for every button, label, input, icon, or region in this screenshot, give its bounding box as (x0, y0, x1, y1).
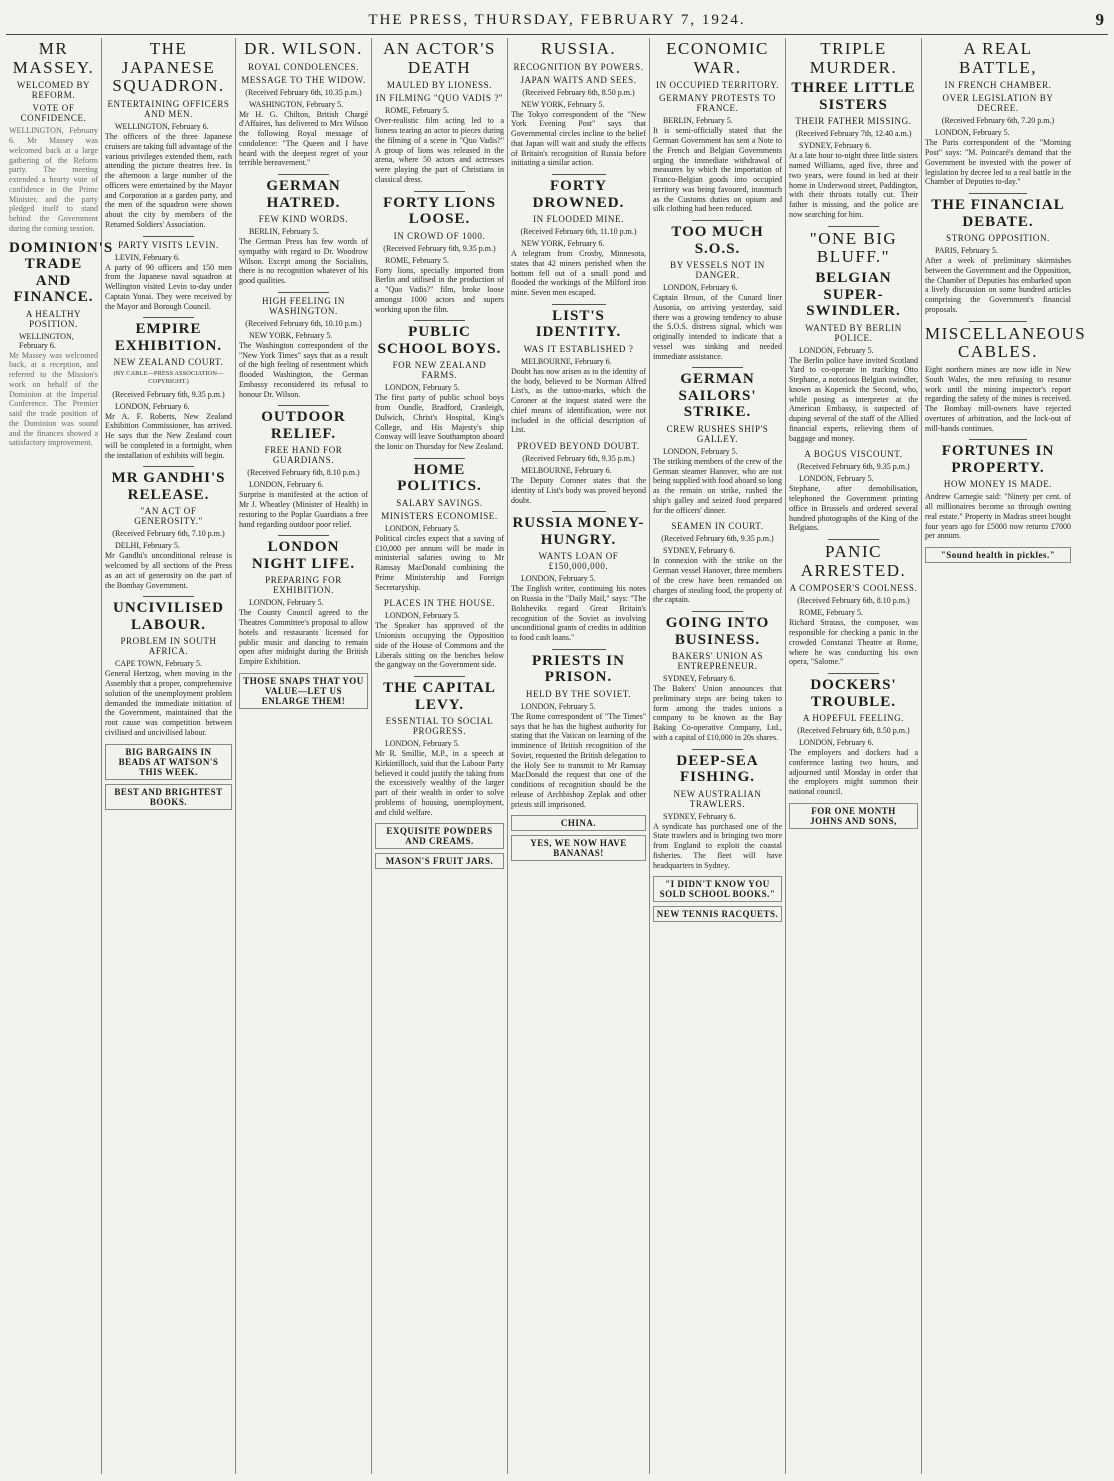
subheading: WANTED BY BERLIN POLICE. (805, 322, 902, 343)
advert-title: YES, WE NOW HAVE BANANAS! (530, 838, 627, 859)
divider (969, 439, 1027, 440)
masthead-rule (6, 34, 1108, 35)
column-1 (6, 38, 114, 1474)
divider (278, 535, 330, 536)
advert-title: "I DIDN'T KNOW YOU SOLD SCHOOL BOOKS." (659, 879, 776, 900)
dateline: ROME, February 5. (385, 106, 449, 116)
article-too-much-sos (653, 224, 782, 361)
article-lists-identity (511, 308, 646, 435)
article-german-hatred (239, 178, 368, 286)
divider (969, 193, 1027, 194)
subheading: VOTE OF CONFIDENCE. (20, 103, 87, 124)
article-russia-money (511, 515, 646, 643)
divider (828, 226, 880, 227)
article-panic-arrested (789, 543, 918, 667)
advert-title: EXQUISITE POWDERS AND CREAMS. (386, 826, 493, 847)
subheading: HOW MONEY IS MADE. (943, 479, 1053, 490)
subheading: PREPARING FOR EXHIBITION. (265, 575, 342, 596)
headline: GOING INTO BUSINESS. (665, 615, 770, 648)
column-2 (102, 38, 236, 1474)
article-body: The Tokyo correspondent of the "New York Evening Post" says that Governmental circles incline to the belief that Japan will wait and study the effects of Britain's recognition of Russia before initiating a similar action. (511, 109, 646, 168)
article-body: It is semi-officially stated that the German Government has sent a Note to the French and Belgian Governments urging the immediate withdrawal of measures by which the importation of Franco-Belgian goods into occupied territory was being favoured, inasmuch as the Customs duties on opium and silk clothing had been reduced. (653, 126, 782, 214)
headline: MISCELLANEOUS CABLES. (925, 323, 1087, 362)
article-london-night-life (239, 539, 368, 667)
article-fortunes-property (925, 443, 1071, 541)
subheading: IN FILMING "QUO VADIS ?" (375, 93, 504, 104)
article-home-politics (375, 462, 504, 593)
dateline: LONDON, February 5. (521, 574, 596, 584)
column-6 (650, 38, 786, 1474)
subheading: THEIR FATHER MISSING. (795, 116, 912, 127)
page-number: 9 (1095, 10, 1104, 29)
advertisement (105, 784, 232, 810)
advertisement (653, 906, 782, 922)
divider (143, 596, 194, 597)
divider (692, 611, 744, 612)
article-body: Doubt has now arisen as to the identity of the body, believed to be Norman Alfred List's, as the tattoo-marks, which the Coroner at the inquest stated were the chief means of identification, were not included in the official description of List. (511, 366, 646, 435)
headline: TOO MUCH S.O.S. (671, 224, 764, 257)
headline: THE FINANCIAL DEBATE. (931, 197, 1065, 230)
divider (143, 236, 194, 237)
article-russia (511, 40, 646, 168)
received-line: (Received February 6th, 10.10 p.m.) (245, 318, 362, 328)
headline: LONDON NIGHT LIFE. (251, 539, 356, 572)
subheading: IN FRENCH CHAMBER. (944, 80, 1052, 91)
article-deep-sea-fishing (653, 753, 782, 871)
subheading: FREE HAND FOR GUARDIANS. (264, 445, 343, 466)
dateline: LONDON, February 5. (799, 474, 874, 484)
subheading: PARTY VISITS LEVIN. (118, 239, 219, 250)
subheading: ENTERTAINING OFFICERS AND MEN. (107, 99, 230, 120)
dateline: BERLIN, February 5. (663, 116, 733, 126)
dateline: PARIS, February 5. (935, 246, 998, 256)
subheading: PROVED BEYOND DOUBT. (517, 441, 640, 452)
article-japanese-squadron (105, 40, 232, 230)
dateline: BERLIN, February 5. (249, 227, 319, 237)
subheading: MAULED BY LIONESS. (386, 80, 493, 91)
received-line: (Received February 6th, 9.35 p.m.) (112, 389, 225, 399)
headline: "ONE BIG BLUFF." (809, 228, 898, 267)
article-one-big-bluff (789, 230, 918, 444)
subheading: WELCOMED BY REFORM. (16, 80, 91, 101)
subheading: SEAMEN IN COURT. (671, 521, 764, 532)
divider (828, 539, 880, 540)
article-body: Andrew Carnegie said: "Ninety per cent. of all millionaires become so through owning real estate." Property in Madras street bought four years ago for £5000 now returns £7000 per annum. (925, 492, 1071, 541)
dateline: LONDON, February 6. (799, 738, 874, 748)
article-empire-exhibition (105, 321, 232, 460)
dateline: WELLINGTON, February 6. (19, 331, 74, 350)
article-body: The County Council agreed to the Theatres Committee's proposal to allow hotels and restaurants licensed for public music and dancing to remain open after midnight during the British Empire Exhibition. (239, 608, 368, 667)
article-seamen-court (653, 521, 782, 605)
divider (414, 458, 466, 459)
headline: DOMINION'S TRADE AND FINANCE. (9, 239, 114, 306)
column-7 (786, 38, 922, 1474)
dateline: WELLINGTON, February 6. (115, 122, 209, 132)
dateline: LONDON, February 5. (385, 383, 460, 393)
article-body: The Deputy Coroner states that the identity of List's body was proved beyond doubt. (511, 476, 646, 505)
divider (692, 220, 744, 221)
article-body: Mr H. G. Chilton, British Chargé d'Affaires, has delivered to Mrs Wilson the following Royal message of condolence: "The Queen and I have heard with the deepest regret of your terrible bereavement." (239, 109, 368, 168)
headline: TRIPLE MURDER. (809, 39, 898, 77)
article-real-battle (925, 40, 1071, 187)
dateline: NEW YORK, February 6. (521, 239, 605, 249)
article-body: The officers of the three Japanese cruisers are taking full advantage of the various privileges extended them, each attending the picture theatres free. In the afternoon a large number of the officers were entertained by the Mayor and Corporation at a garden party, and the men of the squadron were shown about the city by members of the Returned Soldiers' Association. (105, 132, 232, 229)
article-body: Mr A. F. Roberts, New Zealand Exhibition Commissioner, has arrived. He says that the New Zealand court will be completed in a fortnight, when the installation of exhibits will begin. (105, 411, 232, 460)
article-body: After a week of preliminary skirmishes between the Government and the Opposition, the Chamber of Deputies has embarked upon a lively discussion on some hundred articles comprising the Government's financial proposals. (925, 256, 1071, 314)
divider (552, 511, 606, 512)
advertisement (105, 744, 232, 780)
article-body: The Washington correspondent of the "New York Times" says that as a result of the high feeling of resentment which flooded Washington, the German Embassy reconsidered its refusal to honour Dr. Wilson. (239, 340, 368, 399)
divider (692, 749, 744, 750)
received-line: (Received February 6th, 9.35 p.m.) (797, 462, 910, 472)
article-body: Eight northern mines are now idle in New South Wales, the men refusing to resume work until the mining inspector's report regarding the safety of the mines is received. The Bombay mill-owners have rejected overtures of arbitration, and the lock-out of mill-hands continues. (925, 365, 1071, 433)
article-dockers-trouble (789, 677, 918, 797)
divider (278, 292, 330, 293)
subheading: HELD BY THE SOVIET. (525, 688, 632, 699)
subheading: FEW KIND WORDS. (258, 214, 349, 225)
article-body: At a late hour to-night three little sisters named Williams, aged five, three and two years, were found in bed at their home in Underwood street, Paddington, with their throats totally cut. Their father is missing, and the police are now searching for him. (789, 151, 918, 219)
columns (6, 38, 1110, 1474)
article-body: The German Press has few words of sympathy with regard to Dr. Woodrow Wilson. Except among the Socialists, there is no recognition whatever of his good qualities. (239, 237, 368, 286)
headline: UNCIVILISED LABOUR. (112, 600, 225, 633)
headline: FORTY DROWNED. (532, 178, 625, 211)
article-body: Mr Massey was welcomed back, at a reception, and referred to the Mission's work on behalf of the Dominion at the Imperial Conference. The Premier said the trade position of the Dominion was sound and the finances showed a satisfactory improvement. (9, 350, 98, 448)
advert-title: BIG BARGAINS IN BEADS AT WATSON'S THIS WEEK. (118, 746, 219, 777)
divider (278, 174, 330, 175)
subheading: PROBLEM IN SOUTH AFRICA. (120, 636, 217, 657)
headline: DEEP-SEA FISHING. (676, 752, 759, 786)
advertisement (239, 673, 368, 709)
article-body: Richard Strauss, the composer, was responsible for checking a panic in the crowded Constanzi Theatre at Rome, where he was conducting his own opera, "Salome." (789, 618, 918, 667)
advertisement (511, 815, 646, 831)
divider (552, 304, 606, 305)
dateline: SYDNEY, February 6. (663, 546, 736, 556)
divider (143, 466, 194, 467)
received-line: (Received February 7th, 12.40 a.m.) (795, 129, 912, 139)
dateline: LONDON, February 5. (663, 446, 738, 456)
subheading: IN OCCUPIED TERRITORY. (656, 80, 779, 91)
article-body: The first party of public school boys from Oundle, Bradford, Cranleigh, Dulwich, Christ's Hospital, King's College, and His Majesty's ship Conway will leave Southampton aboard the Ionic on Thursday for New Zealand. (375, 393, 504, 452)
advert-title: MASON'S FRUIT JARS. (385, 856, 494, 867)
subheading: PLACES IN THE HOUSE. (383, 598, 496, 609)
article-priests (511, 653, 646, 810)
article-body: General Hertzog, when moving in the Assembly that a proper, comprehensive solution of the unemployment problem demanded the immediate initiation of the Government, maintained that the root cause was competition between civilised and uncivilised labour. (105, 669, 232, 737)
article-body: The Berlin police have invited Scotland Yard to co-operate in tracking Otto Stephane, a notorious Belgian swindler, known as Kopenick the Second, who, while posing as interpreter at the American Embassy, is suspected of duping several of the staff of the Allied financial experts, relieving them of baggage and money. (789, 355, 918, 443)
subheading: ROYAL CONDOLENCES. (248, 61, 359, 72)
article-going-into-business (653, 615, 782, 743)
subheading: BAKERS' UNION AS ENTREPRENEUR. (671, 651, 764, 672)
received-line: (Received February 6th, 9.35 p.m.) (661, 534, 774, 544)
divider (552, 649, 606, 650)
article-body: WELLINGTON, February 6. Mr Massey was welcomed back at a large gathering of the Reform party. The meeting extended a hearty vote of confidence in the Prime Minister, and the party pledged itself to stand behind the Government during the coming session. (9, 126, 98, 233)
headline: BELGIAN SUPER-SWINDLER. (806, 270, 901, 319)
article-dr-wilson (239, 40, 368, 168)
article-actors-death (375, 40, 504, 185)
received-line: (Received February 6th, 8.50 p.m.) (797, 726, 910, 736)
subheading: NEW ZEALAND COURT. (113, 357, 224, 368)
headline: THREE LITTLE SISTERS (791, 80, 916, 113)
subheading: ESSENTIAL TO SOCIAL PROGRESS. (385, 716, 494, 737)
article-german-sailors (653, 371, 782, 515)
dateline: MELBOURNE, February 6. (521, 356, 612, 366)
subheading: CREW RUSHES SHIP'S GALLEY. (666, 423, 769, 444)
divider (414, 320, 466, 321)
divider (828, 673, 880, 674)
masthead-title: THE PRESS, THURSDAY, FEBRUARY 7, 1924. (368, 12, 746, 28)
received-line: (Received February 6th, 9.35 p.m.) (522, 454, 635, 464)
article-body: Over-realistic film acting led to a lioness tearing an actor to pieces during the filming of a scene in "Quo Vadis?" A group of lions was released in the arena, where 50 actors and actresses were playing the part of Christians in classical dress. (375, 116, 504, 184)
article-massey (9, 40, 98, 234)
article-body: The employers and dockers had a conference lasting two hours, and adjourned until Monday in order that the employers might summon their national council. (789, 748, 918, 797)
cable-credit: (BY CABLE—PRESS ASSOCIATION—COPYRIGHT.) (113, 370, 224, 386)
dateline: LONDON, February 6. (249, 480, 324, 490)
divider (552, 174, 606, 175)
article-body: The English writer, continuing his notes on Russia in the "Daily Mail," says: "The Bolsheviks regard Great Britain's recognition of the Soviet as involving unconditional grants of credits in addition to food cash loans." (511, 584, 646, 643)
headline: A REAL BATTLE, (958, 39, 1038, 77)
article-economic-war (653, 40, 782, 214)
article-dominion-trade (9, 239, 114, 449)
dateline: LONDON, February 5. (385, 739, 460, 749)
headline: DOCKERS' TROUBLE. (810, 677, 897, 710)
headline: MR GANDHI'S RELEASE. (111, 470, 226, 503)
article-body: In connexion with the strike on the German vessel Hanover, three members of the crew have been remanded on charges of stealing food, the property of the captain. (653, 556, 782, 605)
headline: MR MASSEY. (12, 39, 95, 77)
article-capital-levy (375, 680, 504, 817)
article-body: Mr Gandhi's unconditional release is welcomed by all sections of the Press as an act of generosity on the part of the Bombay Government. (105, 551, 232, 590)
headline: RUSSIA MONEY-HUNGRY. (512, 515, 645, 548)
headline: RUSSIA. (540, 39, 617, 58)
article-body: A telegram from Crosby, Minnesota, states that 42 miners perished when the bottom fell out of a small pond and flooded the workings of the Milford iron mine. Seven men escaped. (511, 249, 646, 298)
article-triple-murder (789, 40, 918, 220)
headline: ECONOMIC WAR. (666, 39, 769, 77)
article-outdoor-relief (239, 409, 368, 529)
advertisement (789, 803, 918, 829)
dateline: SYDNEY, February 6. (663, 674, 736, 684)
advertisement (511, 835, 646, 861)
subheading: WANTS LOAN OF £150,000,000. (538, 551, 619, 572)
article-body: Surprise is manifested at the action of Mr J. Wheatley (Minister of Health) in restoring to the Poplar Guardians a free hand regarding outdoor poor relief. (239, 490, 368, 529)
advert-title: BEST AND BRIGHTEST BOOKS. (114, 786, 223, 807)
dateline: LONDON, February 5. (249, 598, 324, 608)
article-misc-cables (925, 323, 1087, 434)
subheading: NEW AUSTRALIAN TRAWLERS. (673, 788, 762, 809)
subheading: HIGH FEELING IN WASHINGTON. (262, 295, 345, 316)
advert-title: FOR ONE MONTH (811, 805, 896, 816)
headline: LIST'S IDENTITY. (535, 307, 622, 341)
headline: GERMAN SAILORS' STRIKE. (678, 371, 757, 421)
article-body: Captain Broun, of the Cunard liner Ausonia, on arriving yesterday, said there was a growing tendency to abuse the S.O.S. distress signal, which was originally intended to indicate that a vessel was sinking and needed immediate assistance. (653, 293, 782, 361)
dateline: LONDON, February 5. (385, 611, 460, 621)
dateline: ROME, February 5. (385, 255, 449, 265)
received-line: (Received February 6th, 10.35 p.m.) (245, 87, 362, 97)
masthead (0, 0, 1114, 34)
subheading: SALARY SAVINGS. (396, 497, 483, 508)
received-line: (Received February 6th, 7.20 p.m.) (941, 116, 1055, 126)
subheading: IN FLOODED MINE. (533, 214, 624, 225)
article-public-school-boys (375, 324, 504, 452)
subheading: A COMPOSER'S COOLNESS. (789, 583, 918, 594)
advert-title: NEW TENNIS RACQUETS. (656, 909, 779, 920)
dateline: CAPE TOWN, February 5. (115, 659, 203, 669)
article-body: Mr R. Smillie, M.P., in a speech at Kirkintilloch, said that the Labour Party believed it could justify the taking from the excessively wealthy of the larger part of their wealth in order to solve problems of housing, unemployment, and child welfare. (375, 749, 504, 817)
dateline: LONDON, February 5. (385, 523, 460, 533)
article-body: Stephane, after demobilisation, telephoned the Government printing office in Brussels and ordered several hundred photographs of the King of the Belgians. (789, 484, 918, 533)
advertisement (375, 823, 504, 849)
divider (969, 321, 1027, 322)
dateline: SYDNEY, February 6. (799, 141, 872, 151)
advertisement (925, 547, 1071, 563)
article-body: The Paris correspondent of the "Morning Post" says: "M. Poincaré's demand that the Government be invested with the power of legislation by decree led to a real battle in the Chamber of Deputies to-day." (925, 138, 1071, 187)
article-body: Forty lions, specially imported from Berlin and utilised in the production of a "Quo Vadis?" film, broke loose amongst 1000 actors and supers working upon the film. (375, 265, 504, 314)
dateline: LONDON, February 5. (799, 345, 874, 355)
column-3 (236, 38, 372, 1474)
divider (414, 191, 466, 192)
subheading: BY VESSELS NOT IN DANGER. (670, 260, 765, 281)
headline: PRIESTS IN PRISON. (532, 652, 625, 686)
subheading: OVER LEGISLATION BY DECREE. (942, 93, 1054, 114)
subheading: A BOGUS VISCOUNT. (804, 449, 903, 460)
article-forty-lions (375, 195, 504, 315)
subheading: STRONG OPPOSITION. (946, 233, 1050, 244)
subheading: IN CROWD OF 1000. (393, 230, 486, 241)
article-proved (511, 441, 646, 505)
received-line: (Received February 6th, 8.10 p.m.) (247, 468, 360, 478)
article-financial-debate (925, 197, 1071, 315)
received-line: (Received February 6th, 7.10 p.m.) (112, 529, 225, 539)
headline: PANIC ARRESTED. (800, 542, 907, 580)
dateline: LONDON, February 5. (521, 701, 596, 711)
divider (414, 676, 466, 677)
received-line: (Received February 6th, 11.10 p.m.) (520, 227, 637, 237)
subheading: FOR NEW ZEALAND FARMS. (392, 360, 487, 381)
article-bogus-viscount (789, 449, 918, 533)
article-body: Political circles expect that a saving of £10,000 per annum will be made in ministerial salaries owing to Mr Ramsay MacDonald combining the Prime Ministership and Foreign Secretaryship. (375, 533, 504, 592)
subheading: "AN ACT OF GENEROSITY." (134, 506, 203, 527)
article-forty-drowned (511, 178, 646, 298)
dateline: LONDON, February 6. (663, 283, 738, 293)
dateline: WASHINGTON, February 5. (249, 99, 344, 109)
divider (692, 367, 744, 368)
headline: THE CAPITAL LEVY. (383, 680, 496, 713)
advertisement (375, 853, 504, 869)
article-body: The Rome correspondent of "The Times" says that he has the highest authority for stating that the Vatican on learning of the imminence of British recognition of the Soviet, requested the British delegation to the Holy See to transmit to Mr Ramsay MacDonald the request that one of the conditions of recognition should be the release of Archbishop Zeplak and other priests still imprisoned. (511, 711, 646, 809)
received-line: (Received February 6th, 9.35 p.m.) (383, 243, 496, 253)
headline: EMPIRE EXHIBITION. (114, 321, 223, 354)
headline: FORTUNES IN PROPERTY. (941, 443, 1055, 476)
article-gandhi (105, 470, 232, 590)
headline: THE JAPANESE SQUADRON. (112, 39, 225, 96)
advertisement (653, 876, 782, 902)
column-8 (922, 38, 1087, 1474)
advert-title: JOHNS AND SONS, (810, 815, 897, 826)
divider (278, 405, 330, 406)
column-4 (372, 38, 508, 1474)
subheading: WAS IT ESTABLISHED ? (523, 343, 634, 354)
article-body: A party of 90 officers and 150 men from the Japanese naval squadron at Wellington visited Levin to-day under Captain Yonai. They were received by the Mayor and Borough Council. (105, 262, 232, 311)
article-places-in-house (375, 598, 504, 670)
article-uncivilised-labour (105, 600, 232, 737)
dateline: SYDNEY, February 6. (663, 811, 736, 821)
article-washington (239, 296, 368, 400)
article-body: The Speaker has approved of the Unionists occupying the Opposition side of the House of Commons and the Liberals sitting on the benches below the gangway on the Government side. (375, 621, 504, 670)
article-body: The Bakers' Union announces that preliminary steps are being taken to form among the trades unions a company to be known as the Bay Baking Co-operative Company, Ltd., with a capital of £10,000 in 20s shares. (653, 684, 782, 742)
dateline: DELHI, February 5. (115, 541, 180, 551)
subheading: MINISTERS ECONOMISE. (381, 510, 498, 521)
column-5 (508, 38, 650, 1474)
headline: PUBLIC SCHOOL BOYS. (377, 324, 502, 357)
subheading: A HEALTHY POSITION. (25, 308, 82, 329)
dateline: NEW YORK, February 5. (249, 330, 333, 340)
advert-title: "Sound health in pickles." (940, 550, 1056, 560)
received-line: (Received February 6th, 8.50 p.m.) (522, 87, 635, 97)
advert-title: CHINA. (560, 818, 597, 829)
advert-title: THOSE SNAPS THAT YOU VALUE—LET US ENLARGE THEM! (243, 675, 364, 706)
subheading: RECOGNITION BY POWERS. (513, 61, 644, 72)
subheading: GERMANY PROTESTS TO FRANCE. (659, 93, 776, 114)
dateline: LONDON, February 6. (115, 401, 190, 411)
article-body: The striking members of the crew of the German steamer Hanover, who are not being supplied with food aboard so long as the remain on strike, rushed the ship's galley and seized food prepared for the officers' dinner. (653, 456, 782, 515)
dateline: LONDON, February 5. (935, 128, 1010, 138)
headline: DR. WILSON. (244, 39, 363, 58)
subheading: JAPAN WAITS AND SEES. (520, 74, 637, 85)
received-line: (Received February 6th, 8.10 p.m.) (797, 596, 910, 606)
headline: GERMAN HATRED. (266, 178, 341, 211)
dateline: ROME, February 5. (799, 608, 863, 618)
headline: AN ACTOR'S DEATH (383, 39, 496, 77)
divider (143, 317, 194, 318)
subheading: MESSAGE TO THE WIDOW. (241, 74, 366, 85)
subheading: A HOPEFUL FEELING. (802, 713, 905, 724)
dateline: MELBOURNE, February 6. (521, 466, 612, 476)
headline: HOME POLITICS. (397, 461, 482, 495)
dateline: NEW YORK, February 5. (521, 99, 605, 109)
article-body: A syndicate has purchased one of the State trawlers and is bringing two more from England to exploit the coastal fisheries. The fleet will have headquarters in Sydney. (653, 821, 782, 870)
dateline: LEVIN, February 6. (115, 252, 180, 262)
article-levin (105, 240, 232, 312)
headline: FORTY LIONS LOOSE. (383, 194, 496, 228)
headline: OUTDOOR RELIEF. (261, 409, 346, 442)
